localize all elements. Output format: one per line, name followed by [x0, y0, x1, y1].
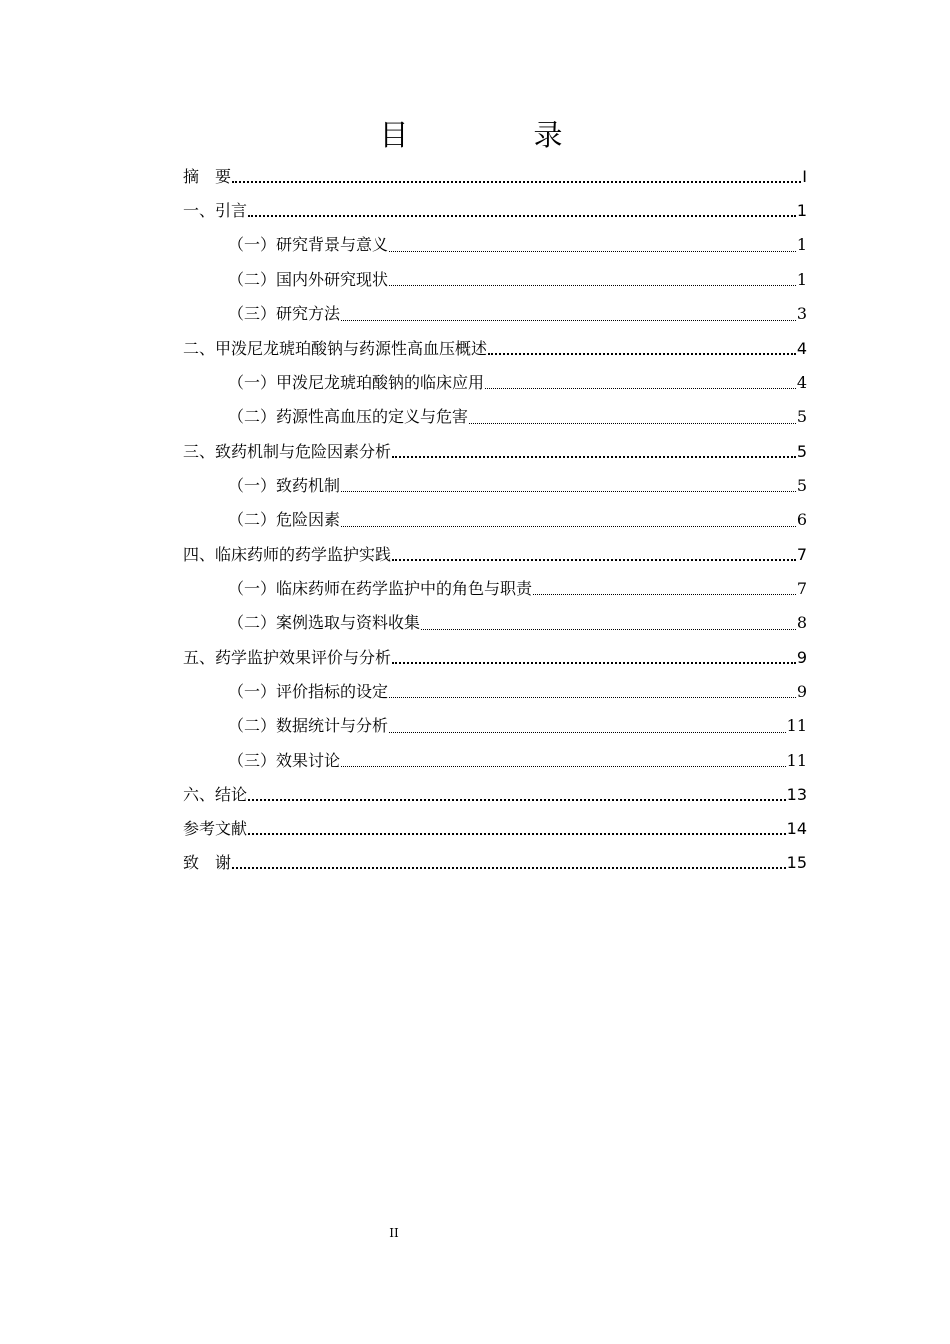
dot-leader	[389, 732, 786, 733]
toc-subentry[interactable]	[183, 709, 807, 744]
toc-entry-label: （二）国内外研究现状	[228, 269, 389, 289]
toc-entry[interactable]	[183, 435, 807, 469]
dot-leader	[232, 867, 786, 869]
toc-subentry[interactable]	[183, 744, 807, 779]
toc-entry-page: 11	[786, 716, 807, 735]
dot-leader	[392, 662, 796, 664]
toc-entry-label: （三）效果讨论	[228, 750, 341, 770]
toc-entry-page: 5	[796, 475, 807, 495]
toc-subentry[interactable]	[183, 297, 807, 332]
toc-entry-label: （一）研究背景与意义	[228, 235, 389, 254]
toc-subentry[interactable]	[183, 503, 807, 538]
dot-leader	[248, 833, 786, 835]
dot-leader	[248, 215, 796, 217]
dot-leader	[389, 285, 796, 286]
toc-entry[interactable]	[183, 778, 807, 812]
toc-entry[interactable]	[183, 641, 807, 675]
toc-subentry[interactable]	[183, 469, 807, 504]
toc-entry-page: 4	[796, 372, 807, 392]
toc-entry-page: 9	[796, 647, 807, 667]
toc-entry-label: （一）评价指标的设定	[228, 681, 389, 701]
toc-entry-page: 7	[796, 544, 807, 564]
toc-entry-page: 15	[786, 853, 807, 872]
toc-entry[interactable]	[183, 332, 807, 366]
toc-entry-page: 5	[796, 407, 807, 426]
toc-entry[interactable]	[183, 812, 807, 846]
toc-entry-page: 9	[796, 681, 807, 701]
dot-leader	[341, 491, 796, 492]
toc-entry-page: 14	[786, 819, 807, 838]
toc-entry-label: （二）案例选取与资料收集	[228, 613, 421, 632]
toc-entry-page: 3	[796, 304, 807, 323]
dot-leader	[469, 423, 796, 424]
toc-entry-page: 4	[796, 338, 807, 358]
toc-entry-label: （三）研究方法	[228, 304, 341, 323]
toc-entry[interactable]	[183, 538, 807, 572]
toc-entry-page: 1	[796, 269, 807, 289]
toc-entry-page: I	[802, 167, 807, 186]
dot-leader	[392, 559, 796, 561]
dot-leader	[533, 594, 796, 595]
dot-leader	[392, 456, 796, 458]
toc-entry[interactable]	[183, 194, 807, 228]
toc-subentry[interactable]	[183, 366, 807, 401]
dot-leader	[389, 251, 796, 252]
toc-entry-label: 致 谢	[183, 853, 232, 872]
toc-entry-page: 1	[796, 201, 807, 220]
dot-leader	[389, 697, 796, 698]
table-of-contents	[183, 160, 807, 880]
toc-entry-label: 五、药学监护效果评价与分析	[183, 647, 392, 667]
toc-entry-page: 13	[786, 785, 807, 804]
toc-entry-label: （一）甲泼尼龙琥珀酸钠的临床应用	[228, 372, 485, 392]
dot-leader	[248, 799, 786, 801]
dot-leader	[341, 526, 796, 527]
toc-subentry[interactable]	[183, 572, 807, 607]
dot-leader	[341, 766, 786, 767]
dot-leader	[421, 629, 796, 630]
toc-entry[interactable]	[183, 846, 807, 880]
toc-entry-page: 1	[796, 235, 807, 254]
toc-entry-label: （一）临床药师在药学监护中的角色与职责	[228, 578, 533, 598]
toc-entry-label: 四、临床药师的药学监护实践	[183, 544, 392, 564]
toc-entry-page: 7	[796, 578, 807, 598]
toc-entry-label: 摘 要	[183, 167, 232, 186]
toc-entry-label: 三、致药机制与危险因素分析	[183, 441, 392, 461]
toc-entry-label: 六、结论	[183, 785, 248, 804]
toc-subentry[interactable]	[183, 606, 807, 641]
toc-entry-page: 5	[796, 441, 807, 461]
toc-entry-label: 一、引言	[183, 201, 248, 220]
toc-entry-label: （二）数据统计与分析	[228, 716, 389, 735]
footer-page-number: II	[389, 1226, 399, 1240]
toc-subentry[interactable]	[183, 263, 807, 298]
toc-entry-label: （一）致药机制	[228, 475, 341, 495]
toc-entry-page: 8	[796, 613, 807, 632]
toc-entry-page: 11	[786, 750, 807, 770]
toc-subentry[interactable]	[183, 400, 807, 435]
dot-leader	[341, 320, 796, 321]
toc-subentry[interactable]	[183, 228, 807, 263]
toc-entry-label: （二）危险因素	[228, 510, 341, 529]
toc-entry-label: 参考文献	[183, 819, 248, 838]
toc-entry-label: 二、甲泼尼龙琥珀酸钠与药源性高血压概述	[183, 338, 488, 358]
toc-entry[interactable]	[183, 160, 807, 194]
dot-leader	[488, 353, 796, 355]
toc-entry-page: 6	[796, 510, 807, 529]
toc-subentry[interactable]	[183, 675, 807, 710]
toc-entry-label: （二）药源性高血压的定义与危害	[228, 407, 469, 426]
toc-title: 目 录	[379, 118, 611, 152]
dot-leader	[485, 388, 796, 389]
dot-leader	[232, 181, 801, 183]
